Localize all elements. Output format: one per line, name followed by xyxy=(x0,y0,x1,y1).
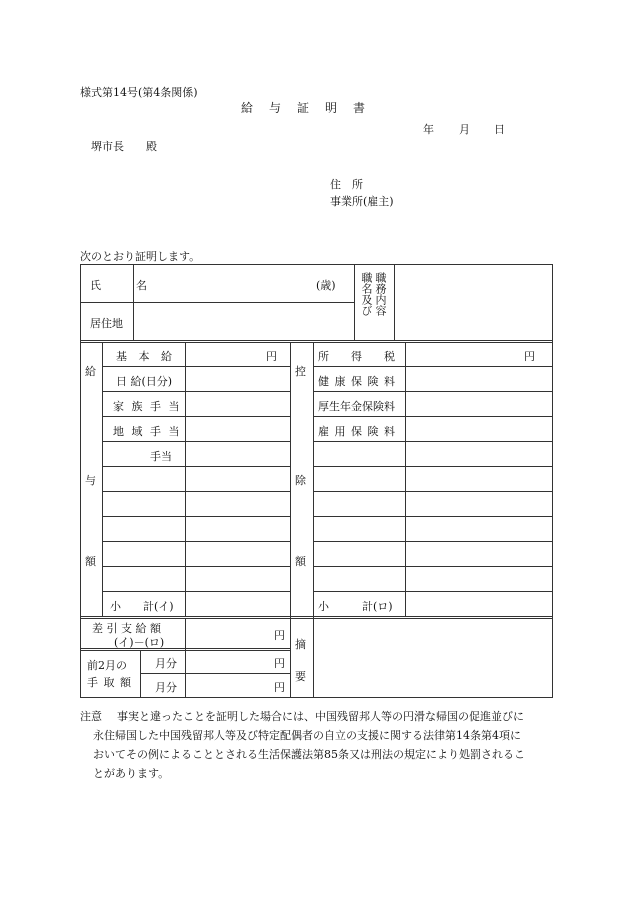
occupation-label-1: 職名及び xyxy=(360,272,373,316)
deduct-row-label: 厚生年金保険料 xyxy=(318,400,395,413)
month-label: 月分 xyxy=(155,657,177,670)
deduct-subtotal-label: 小 計(ロ) xyxy=(318,600,393,613)
age-suffix: (歳) xyxy=(316,279,336,292)
remarks-label-2: 要 xyxy=(295,670,306,683)
pay-row-label: 地 域 手 当 xyxy=(113,425,182,438)
prev-months-label-2: 手 取 額 xyxy=(87,676,132,689)
notice-line-1: 事実と違ったことを証明した場合には、中国残留邦人等の円滑な帰国の促進並びに xyxy=(117,710,524,723)
month-label: 月分 xyxy=(155,681,177,694)
deduct-row-label: 雇 用 保 険 料 xyxy=(318,425,396,438)
name-label: 氏 名 xyxy=(90,279,159,292)
pay-row-label: 日 給(日分) xyxy=(116,375,173,388)
deduct-row-label: 健 康 保 険 料 xyxy=(318,375,396,388)
deduct-row-label: 所 得 税 xyxy=(318,350,395,363)
pay-row-label: 家 族 手 当 xyxy=(113,400,182,413)
notice-line-2: 永住帰国した中国残留邦人等及び特定配偶者の自立の支援に関する法律第14条第4項に xyxy=(93,729,521,742)
document-title: 給 与 証 明 書 xyxy=(241,101,368,115)
notice-line-4: とがあります。 xyxy=(93,767,170,780)
occupation-label-2: 職務内容 xyxy=(374,272,387,316)
pay-row-label: 手当 xyxy=(150,450,172,463)
pay-row-label: 基 本 給 xyxy=(116,350,176,363)
pay-side-label-1: 給 xyxy=(85,365,96,378)
deduct-side-label-2: 除 xyxy=(295,474,306,487)
yen-unit: 円 xyxy=(524,350,535,363)
notice-label: 注意 xyxy=(80,710,102,723)
date-year: 年 xyxy=(423,123,434,136)
net-pay-label-1: 差 引 支 給 額 xyxy=(92,622,161,635)
intro-text: 次のとおり証明します。 xyxy=(80,250,201,263)
notice-line-3: おいてその例によることとされる生活保護法第85条又は刑法の規定により処罰されるこ xyxy=(93,748,525,761)
yen-unit: 円 xyxy=(266,350,277,363)
address-label: 住 所 xyxy=(330,178,363,191)
prev-months-label-1: 前2月の xyxy=(87,659,127,672)
net-pay-label-2: (イ)－(ロ) xyxy=(114,636,165,649)
addressee: 堺市長 殿 xyxy=(91,140,157,153)
employer-label: 事業所(雇主) xyxy=(330,195,394,208)
remarks-label-1: 摘 xyxy=(295,638,306,651)
pay-side-label-2: 与 xyxy=(85,474,96,487)
pay-side-label-3: 額 xyxy=(85,555,96,568)
form-number: 様式第14号(第4条関係) xyxy=(80,86,198,99)
yen-unit: 円 xyxy=(274,681,285,694)
residence-label: 居住地 xyxy=(90,317,123,330)
date-day: 日 xyxy=(494,123,505,136)
yen-unit: 円 xyxy=(274,629,285,642)
deduct-side-label-3: 額 xyxy=(295,555,306,568)
date-month: 月 xyxy=(459,123,470,136)
yen-unit: 円 xyxy=(274,657,285,670)
deduct-side-label-1: 控 xyxy=(295,365,306,378)
pay-subtotal-label: 小 計(イ) xyxy=(110,600,174,613)
